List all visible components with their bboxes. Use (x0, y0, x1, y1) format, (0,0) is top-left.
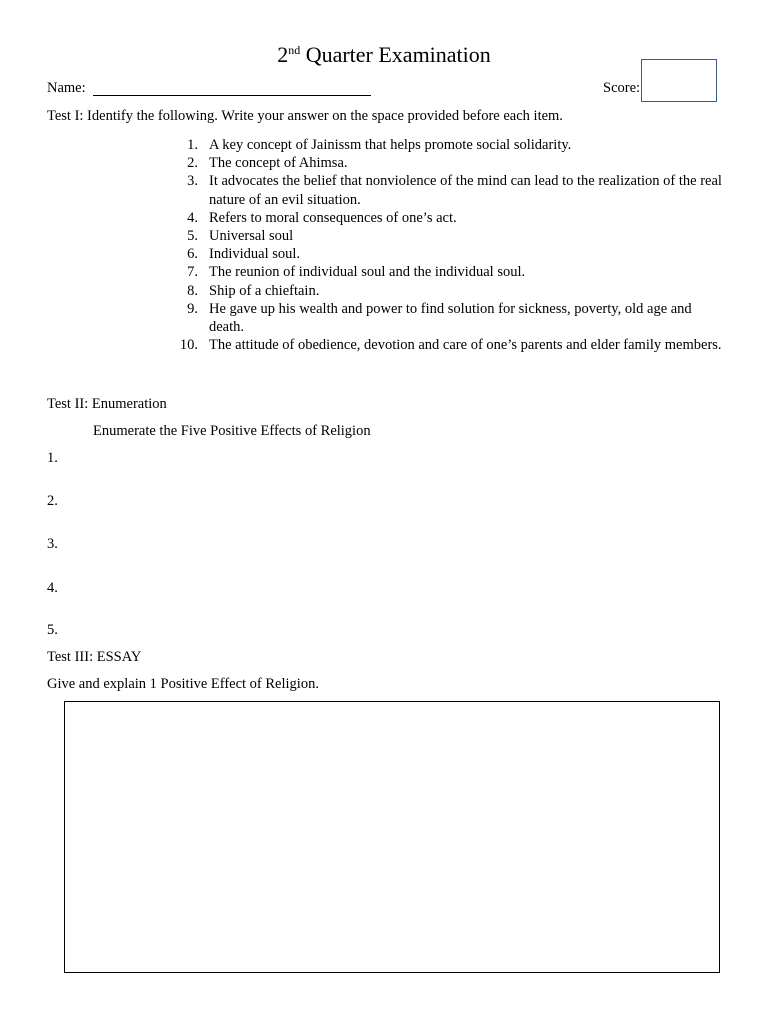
item-text: Individual soul. (209, 246, 301, 263)
essay-answer-box[interactable] (64, 701, 720, 973)
identify-list (179, 136, 729, 354)
list-item (187, 300, 729, 336)
item-text: The reunion of individual soul and the individual soul. (209, 264, 526, 281)
list-item (179, 336, 729, 354)
item-text: Refers to moral consequences of one’s act. (209, 209, 457, 226)
item-text: A key concept of Jainissm that helps promote social solidarity. (209, 137, 572, 153)
item-number: 1. (187, 137, 198, 153)
item-number: 8. (187, 282, 198, 299)
title-text: Quarter Examination (300, 42, 491, 67)
title-number: 2 (277, 42, 289, 67)
list-item (187, 154, 729, 172)
item-text: The concept of Ahimsa. (209, 155, 348, 172)
item-number: 10. (179, 337, 198, 354)
test2-instruction: Enumerate the Five Positive Effects of Religion (93, 423, 371, 439)
item-number: 5. (187, 228, 198, 245)
item-text: Universal soul (209, 228, 294, 245)
item-text: Ship of a chieftain. (209, 282, 320, 299)
item-number: 4. (187, 209, 198, 226)
score-label: Score: (603, 80, 641, 96)
test2-title: Test II: Enumeration (47, 396, 167, 412)
enumeration-item: 2. (47, 493, 58, 509)
list-item (187, 227, 729, 245)
list-item (187, 136, 729, 154)
enumeration-item: 4. (47, 580, 58, 596)
enumeration-item: 1. (47, 450, 58, 466)
list-item (187, 172, 729, 208)
item-number: 9. (187, 300, 198, 317)
name-label: Name: (47, 80, 86, 96)
item-number: 7. (187, 264, 198, 281)
test3-instruction: Give and explain 1 Positive Effect of Religion. (47, 676, 319, 692)
title-ordinal-suffix: nd (288, 43, 301, 57)
list-item (187, 263, 729, 281)
item-text: He gave up his wealth and power to find solution for sickness, poverty, old age and death. (209, 300, 692, 336)
enumeration-item: 5. (47, 622, 58, 638)
score-box[interactable] (641, 59, 717, 102)
name-field[interactable] (93, 95, 371, 96)
item-number: 6. (187, 246, 198, 263)
item-text: It advocates the belief that nonviolence of the mind can lead to the realization of the real nature of an evil situation. (209, 173, 722, 208)
item-text: The attitude of obedience, devotion and care of one’s parents and elder family members. (209, 337, 722, 354)
item-number: 3. (187, 173, 198, 190)
list-item (187, 209, 729, 227)
enumeration-item: 3. (47, 536, 58, 552)
list-item (187, 245, 729, 263)
test3-title: Test III: ESSAY (47, 649, 142, 665)
item-number: 2. (187, 155, 198, 172)
list-item (187, 282, 729, 300)
test1-instruction: Test I: Identify the following. Write your answer on the space provided before each item. (47, 108, 563, 124)
